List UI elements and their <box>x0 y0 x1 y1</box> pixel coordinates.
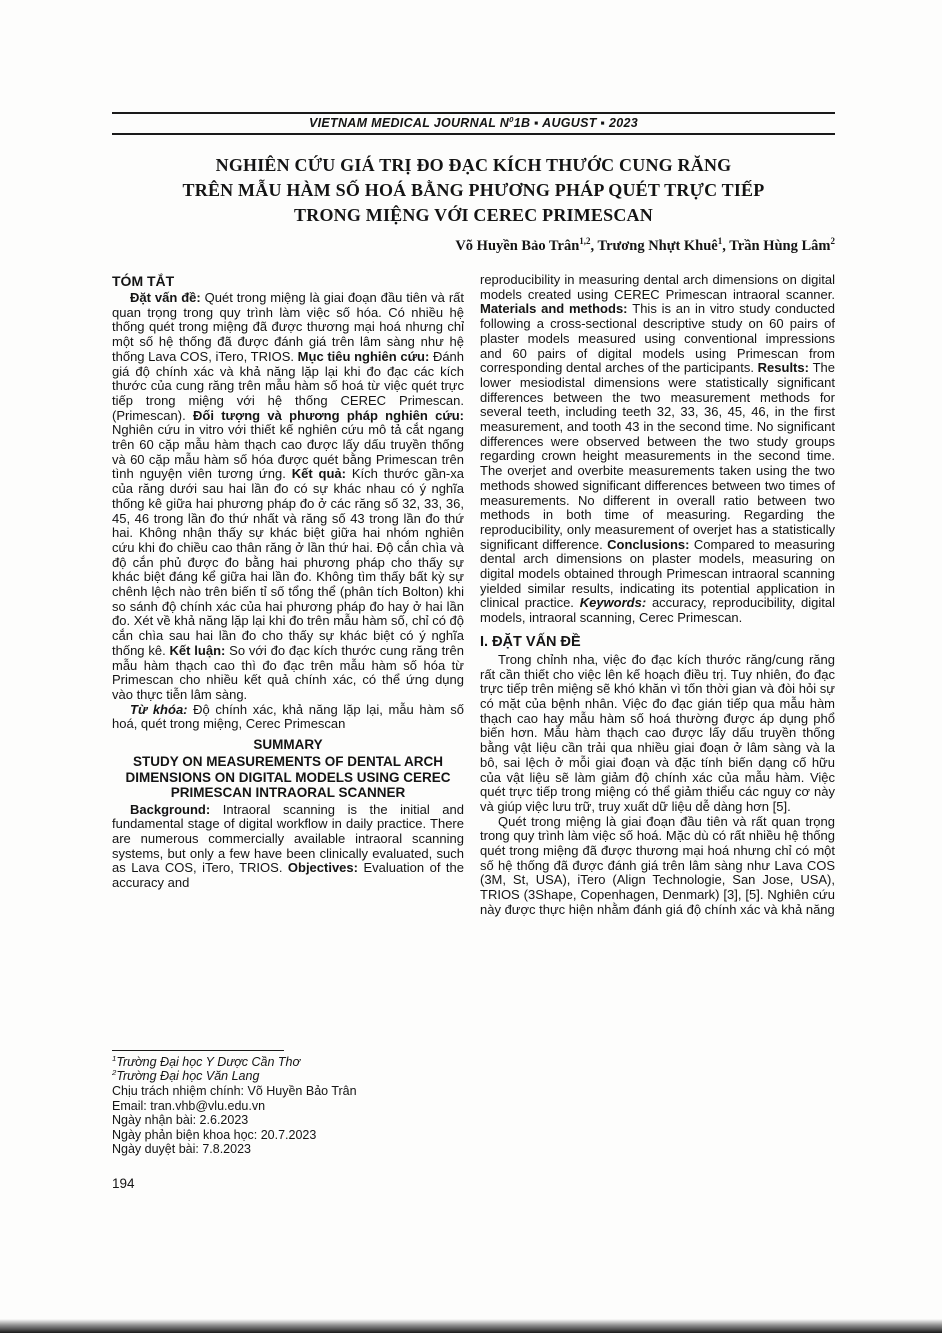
footnote-accepted-date: Ngày duyệt bài: 7.8.2023 <box>112 1142 251 1157</box>
scan-edge-artifact <box>0 1319 942 1333</box>
abstract-heading: TÓM TẮT <box>112 273 175 289</box>
left-column <box>112 273 464 1157</box>
footnote-affiliation-1: $^1$Trường Đại học Y Dược Cần Thơ <box>112 1053 301 1069</box>
introduction-paragraph-1: Trong chỉnh nha, việc đo đạc kích thước răng/cung răng rất cần thiết cho việc lên kế hoạch điều trị. Tuy nhiên, đo đạc trực tiếp trên miệng sẽ khó khăn vì tốn thời gian và đòi hỏi sự có mặt của bệnh nhân. Việc đo đạc gián tiếp qua mẫu hàm thạch cao hay mẫu hàm số hoá thường được áp dụng phổ biến hơn. Mẫu hàm thạch cao được lấy dấu truyền thống bằng vật liệu cần trải qua nhiều giai đoạn ở lâm sàng và la bô, sai lệch ở mỗi giai đoạn và đặc tính biến dạng cố hữu của vật liệu sẽ làm giảm độ chính xác của mẫu hàm. Việc quét trực tiếp trong miệng có thể giảm thiểu các nguy cơ này và giúp việc lưu trữ, truy xuất dữ liệu dễ dàng hơn [5]. <box>480 651 835 814</box>
footnote-review-date: Ngày phản biện khoa học: 20.7.2023 <box>112 1127 317 1142</box>
authors-line: Võ Huyền Bảo Trân$^{1,2}$, Trương Nhựt Khuê$^1$, Trần Hùng Lâm$^2$ <box>455 236 835 254</box>
running-header <box>112 112 835 135</box>
page-number: 194 <box>112 1176 135 1191</box>
footnote-divider <box>112 1050 284 1051</box>
article-title <box>112 153 835 228</box>
introduction-heading: I. ĐẶT VẤN ĐỀ <box>480 633 581 650</box>
footnotes-block <box>112 1050 464 1157</box>
footnote-received-date: Ngày nhận bài: 2.6.2023 <box>112 1113 249 1128</box>
footnote-corresponding-author: Chịu trách nhiệm chính: Võ Huyền Bảo Trân <box>112 1084 357 1099</box>
right-column <box>480 273 835 1157</box>
footnote-affiliation-2: $^2$Trường Đại học Văn Lang <box>112 1068 260 1084</box>
summary-english-title: STUDY ON MEASUREMENTS OF DENTAL ARCH DIMENSIONS ON DIGITAL MODELS USING CEREC PRIMESCAN INTRAORAL SCANNER <box>125 754 451 801</box>
summary-heading: SUMMARY <box>253 737 323 753</box>
article-title-line-1: NGHIÊN CỨU GIÁ TRỊ ĐO ĐẠC KÍCH THƯỚC CUNG RĂNG <box>215 155 732 175</box>
article-title-line-3: TRONG MIỆNG VỚI CEREC PRIMESCAN <box>294 205 653 225</box>
abstract-keywords: Từ khóa: Độ chính xác, khả năng lặp lại, mẫu hàm số hoá, quét trong miệng, Cerec Primescan <box>112 701 464 732</box>
two-column-body <box>112 273 835 1157</box>
article-title-line-2: TRÊN MẪU HÀM SỐ HOÁ BẰNG PHƯƠNG PHÁP QUÉT TRỰC TIẾP <box>182 180 765 200</box>
journal-header-text: VIETNAM MEDICAL JOURNAL $N^01B$ ▪ AUGUST ▪ 2023 <box>309 114 638 130</box>
abstract-paragraph: Đặt vấn đề: Quét trong miệng là giai đoạn đầu tiên và rất quan trọng trong quy trình làm việc số hóa. Có nhiều hệ thống quét trong miệng đã được thương mại hoá nhưng chỉ một số hệ thống đã được đánh giá trên lâm sàng như hệ thống Lava COS, iTero, TRIOS. Mục tiêu nghiên cứu: Đánh giá độ chính xác và khả năng lặp lại khi đo đạc các kích thước của cung răng trên mẫu hàm số hoá từ việc quét trực tiếp trong miệng với hệ thống CEREC Primescan. (Primescan). Đối tượng và phương pháp nghiên cứu: Nghiên cứu in vitro với thiết kế nghiên cứu mô tả cắt ngang trên 60 cặp mẫu hàm thạch cao được lấy dấu truyền thống và 60 cặp mẫu hàm số hóa được quét bằng Primescan trên tình nguyện viên tương ứng. Kết quả: Kích thước gần-xa của răng dưới sau hai lần đo có sự khác nhau có ý nghĩa thống kê giữa hai phương pháp đo ở các răng số 32, 33, 36, 45, 46 trong lần đo thứ nhất và răng số 43 trong lần đo thứ hai. Không nhận thấy sự khác biệt giữa hai nhóm nghiên cứu khi đo chiều cao thân răng ở lần thứ hai. Độ cắn chìa và độ cắn phủ được đo bằng hai phương pháp cho thấy sự khác biệt đáng kể giữa hai lần đo. Không tìm thấy bất kỳ sự chênh lệch nào trên biến tỉ số tổng thể (phân tích Bolton) khi so sánh độ chính xác của hai phương pháp đo hay ở hai lần đo. Xét về khả năng lặp lại khi đo trên mẫu hàm số, chỉ có độ cắn chìa sau hai lần đo cho thấy sự khác biệt có ý nghĩa thống kê. Kết luận: So với đo đạc kích thước cung răng trên mẫu hàm thạch cao thì đo đạc trên mẫu hàm số hóa từ Primescan cho nhiều kết quả chính xác, có thể ứng dụng vào thực tiễn lâm sàng. <box>112 290 465 702</box>
summary-paragraph-right: reproducibility in measuring dental arch dimensions on digital models created using CEREC Primescan intraoral scanner. Materials and methods: This is an in vitro study conducted following a cross-sectional descriptive study on 60 pairs of plaster models measured using conventional impressions and 60 pairs of digital models using Primescan from corresponding dental arches of the participants. Results: The lower mesiodistal dimensions were statistically significant differences between the two measurement methods for several teeth, including teeth 32, 33, 36, 45, 46, in the first measurement, and tooth 43 in the second time. No significant differences were observed between the two study groups regarding crown height measurements in the second time. The overjet and overbite measurements taken using the two methods showed significant differences between two times of measurements. No different in overall ratio between two methods in both time of measuring. Regarding the reproducibility, only measurement of overjet has a statistically significant difference. Conclusions: Compared to measuring dental arch dimensions on plaster models, measuring on digital models obtained through Primescan intraoral scanning yielded similar results, indicating its potential application in clinical practice. Keywords: accuracy, reproducibility, digital models, intraoral scanning, Cerec Primescan. <box>480 273 835 626</box>
footnote-email: Email: tran.vhb@vlu.edu.vn <box>112 1098 266 1113</box>
introduction-paragraph-2: Quét trong miệng là giai đoạn đầu tiên và rất quan trọng trong quy trình làm việc số hoá. Mặc dù có rất nhiều hệ thống quét trong miệng đã được thương mại hoá nhưng chỉ có một số hệ thống đã được đánh giá trên lâm sàng như Lava COS (3M, St, USA), iTero (Align Technologie, San Jose, USA), TRIOS (3Shape, Copenhagen, Denmark) [3], [5]. Nghiên cứu này được thực hiện nhằm đánh giá độ chính xác và khả năng <box>480 813 835 917</box>
summary-paragraph-left: Background: Intraoral scanning is the initial and fundamental stage of digital workflow in daily practice. There are numerous commercially available intraoral scanning systems, but only a few have been clinically evaluated, such as Lava COS, iTero, TRIOS. Objectives: Evaluation of the accuracy and <box>112 801 464 891</box>
